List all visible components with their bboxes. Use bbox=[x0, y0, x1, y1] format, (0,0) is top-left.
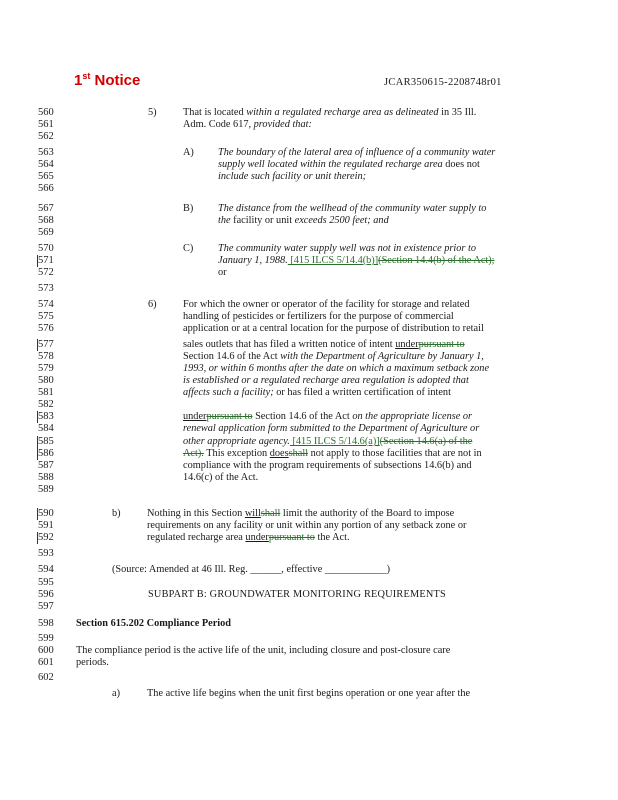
item-6-line: 14.6(c) of the Act. bbox=[183, 472, 259, 483]
item-6-line: sales outlets that has filed a written notice of intent underpursuant to bbox=[183, 339, 465, 350]
item-a-label: a) bbox=[112, 688, 120, 699]
line-number: 570 bbox=[38, 243, 54, 254]
line-number: 599 bbox=[38, 633, 54, 644]
line-number: 579 bbox=[38, 363, 54, 374]
item-5A-label: A) bbox=[183, 147, 194, 158]
line-number: 589 bbox=[38, 484, 54, 495]
line-number: 560 bbox=[38, 107, 54, 118]
paragraph-line: periods. bbox=[76, 657, 109, 668]
item-6-line: renewal application form submitted to the Department of Agriculture or bbox=[183, 423, 480, 434]
source-note: (Source: Amended at 46 Ill. Reg. ______, effective ____________) bbox=[112, 564, 391, 575]
line-number: 582 bbox=[38, 399, 54, 410]
line-number: 574 bbox=[38, 299, 54, 310]
line-number: 598 bbox=[38, 618, 54, 629]
line-number: 567 bbox=[38, 203, 54, 214]
line-number: 580 bbox=[38, 375, 54, 386]
subpart-heading: SUBPART B: GROUNDWATER MONITORING REQUIREMENTS bbox=[148, 589, 446, 600]
line-number: 563 bbox=[38, 147, 54, 158]
item-6-line: application or at a central location for the purpose of distribution to retail bbox=[183, 323, 484, 334]
item-6-line: For which the owner or operator of the facility for storage and related bbox=[183, 299, 470, 310]
item-5A-line: The boundary of the lateral area of influence of a community water bbox=[218, 147, 496, 158]
item-6-line: Act). This exception doesshall not apply to those facilities that are not in bbox=[183, 448, 482, 459]
item-6-line: handling of pesticides or fertilizers for the purpose of commercial bbox=[183, 311, 454, 322]
item-5-line: That is located within a regulated recharge area as delineated in 35 Ill. bbox=[183, 107, 477, 118]
line-number: 569 bbox=[38, 227, 54, 238]
paragraph-line: The compliance period is the active life of the unit, including closure and post-closure care bbox=[76, 645, 451, 656]
notice-label: 1st Notice bbox=[74, 71, 141, 89]
item-6-label: 6) bbox=[148, 299, 157, 310]
line-number: 588 bbox=[38, 472, 54, 483]
line-number: 590 bbox=[38, 508, 54, 519]
item-b-line: Nothing in this Section willshall limit the authority of the Board to impose bbox=[147, 508, 455, 519]
line-number: 585 bbox=[38, 436, 54, 447]
revision-bar bbox=[37, 255, 38, 267]
item-b-label: b) bbox=[112, 508, 121, 519]
line-number: 581 bbox=[38, 387, 54, 398]
line-number: 587 bbox=[38, 460, 54, 471]
item-6-line: 1993, or within 6 months after the date on which a maximum setback zone bbox=[183, 363, 490, 374]
line-number: 573 bbox=[38, 283, 54, 294]
line-number: 564 bbox=[38, 159, 54, 170]
item-6-line: other appropriate agency. [415 ILCS 5/14.6(a)](Section 14.6(a) of the bbox=[183, 436, 473, 447]
item-5A-line: supply well located within the regulated recharge area does not bbox=[218, 159, 480, 170]
line-number: 597 bbox=[38, 601, 54, 612]
line-number: 596 bbox=[38, 589, 54, 600]
line-number: 601 bbox=[38, 657, 54, 668]
line-number: 591 bbox=[38, 520, 54, 531]
line-number: 576 bbox=[38, 323, 54, 334]
line-number: 575 bbox=[38, 311, 54, 322]
item-5B-line: The distance from the wellhead of the community water supply to bbox=[218, 203, 487, 214]
line-number: 602 bbox=[38, 672, 54, 683]
section-heading: Section 615.202 Compliance Period bbox=[76, 618, 232, 629]
item-6-line: Section 14.6 of the Act with the Department of Agriculture by January 1, bbox=[183, 351, 484, 362]
item-5-line: Adm. Code 617, provided that: bbox=[183, 119, 312, 130]
line-number: 571 bbox=[38, 255, 54, 266]
line-number: 594 bbox=[38, 564, 54, 575]
line-number: 562 bbox=[38, 131, 54, 142]
line-number: 595 bbox=[38, 577, 54, 588]
item-6-line: compliance with the program requirements of subsections 14.6(b) and bbox=[183, 460, 472, 471]
line-number: 561 bbox=[38, 119, 54, 130]
revision-bar bbox=[37, 436, 38, 448]
line-number: 600 bbox=[38, 645, 54, 656]
revision-bar bbox=[37, 339, 38, 351]
line-number: 566 bbox=[38, 183, 54, 194]
item-5C-line: January 1, 1988. [415 ILCS 5/14.4(b)](Section 14.4(b) of the Act); bbox=[218, 255, 495, 266]
item-5C-line: The community water supply well was not in existence prior to bbox=[218, 243, 476, 254]
revision-bar bbox=[37, 411, 38, 423]
line-number: 577 bbox=[38, 339, 54, 350]
item-6-line: affects such a facility; or has filed a written certification of intent bbox=[183, 387, 451, 398]
line-number: 584 bbox=[38, 423, 54, 434]
revision-bar bbox=[37, 448, 38, 460]
revision-bar bbox=[37, 508, 38, 520]
item-6-line: underpursuant to Section 14.6 of the Act on the appropriate license or bbox=[183, 411, 473, 422]
line-number: 583 bbox=[38, 411, 54, 422]
item-5-label: 5) bbox=[148, 107, 157, 118]
item-5A-line: include such facility or unit therein; bbox=[218, 171, 367, 182]
item-5C-label: C) bbox=[183, 243, 194, 254]
line-number: 568 bbox=[38, 215, 54, 226]
item-5C-line: or bbox=[218, 267, 227, 278]
item-b-line: regulated recharge area underpursuant to the Act. bbox=[147, 532, 350, 543]
document-id: JCAR350615-2208748r01 bbox=[384, 77, 502, 88]
item-b-line: requirements on any facility or unit within any portion of any setback zone or bbox=[147, 520, 467, 531]
line-number: 572 bbox=[38, 267, 54, 278]
item-5B-line: the facility or unit exceeds 2500 feet; and bbox=[218, 215, 389, 226]
revision-bar bbox=[37, 532, 38, 544]
line-number: 586 bbox=[38, 448, 54, 459]
line-number: 592 bbox=[38, 532, 54, 543]
line-number: 578 bbox=[38, 351, 54, 362]
line-number: 565 bbox=[38, 171, 54, 182]
line-number: 593 bbox=[38, 548, 54, 559]
item-6-line: is established or a regulated recharge area regulation is adopted that bbox=[183, 375, 469, 386]
item-a-line: The active life begins when the unit first begins operation or one year after the bbox=[147, 688, 471, 699]
item-5B-label: B) bbox=[183, 203, 194, 214]
